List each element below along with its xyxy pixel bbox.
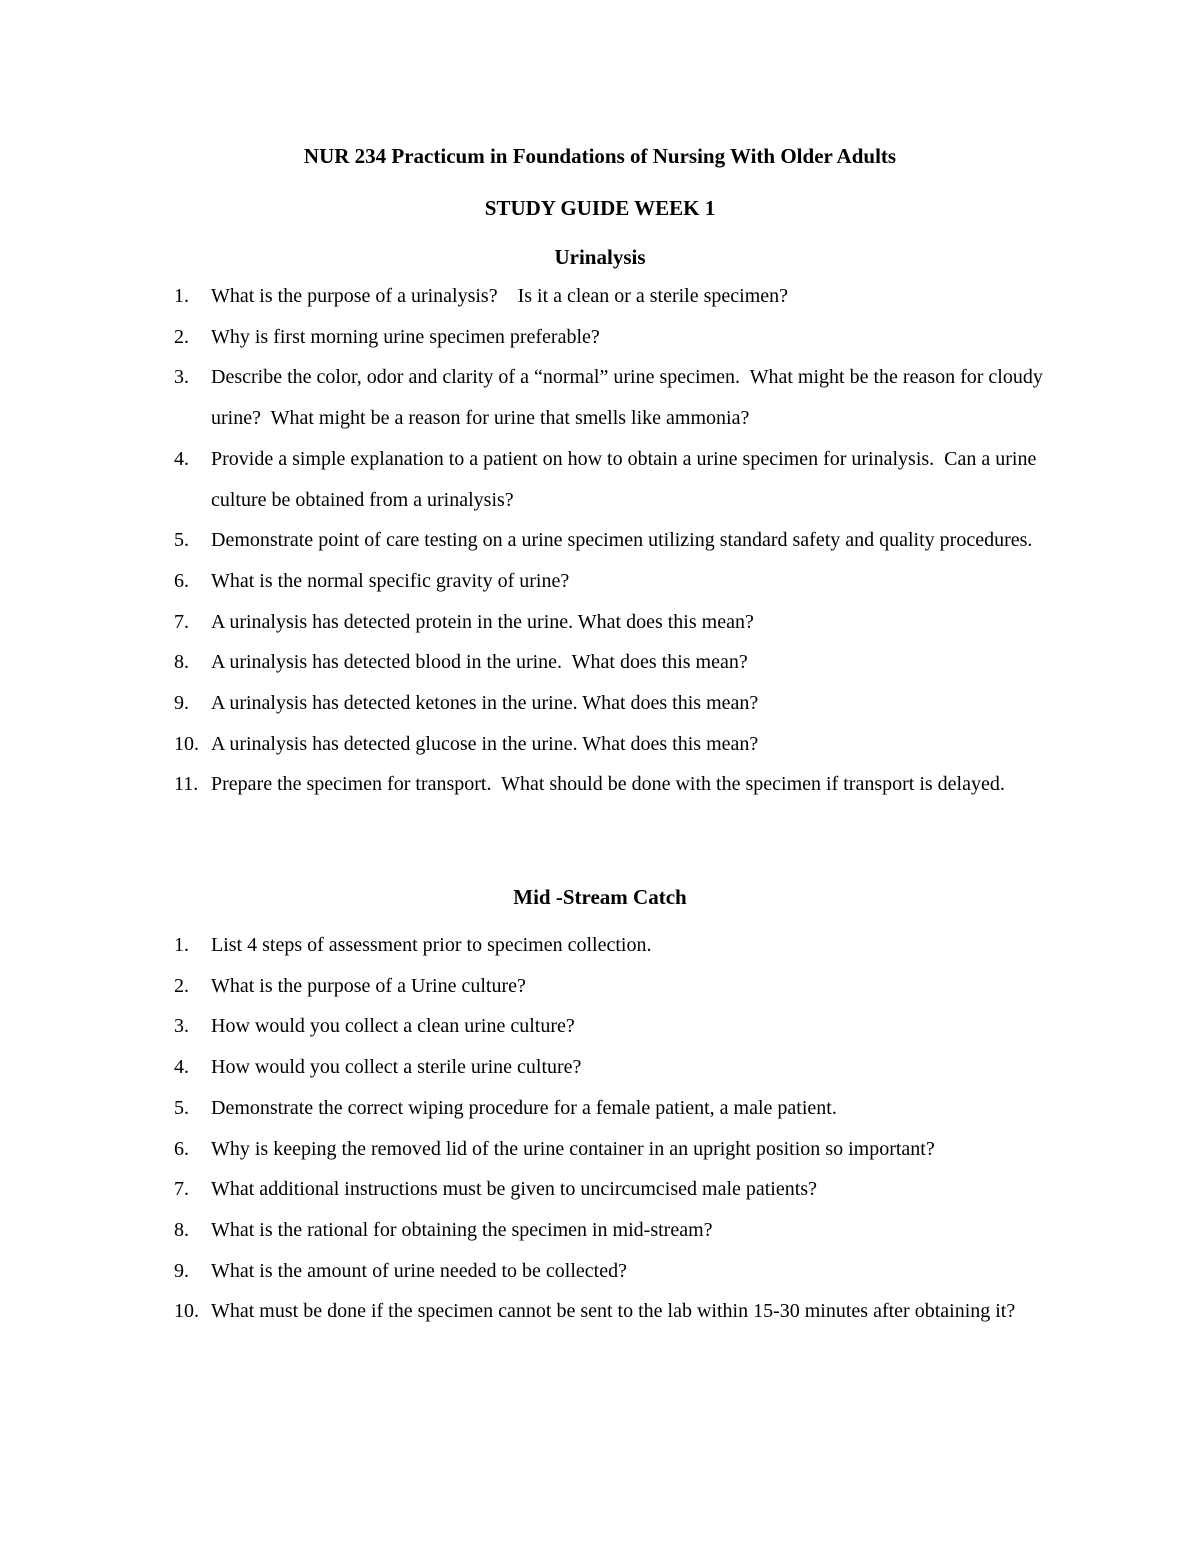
section-heading-urinalysis: Urinalysis xyxy=(554,245,646,269)
question-number: 7. xyxy=(174,610,189,633)
question-number: 8. xyxy=(174,1218,189,1241)
question-number: 5. xyxy=(174,1096,189,1119)
question-item xyxy=(0,561,1200,602)
question-item xyxy=(0,317,1200,358)
question-number: 3. xyxy=(174,366,189,389)
question-text: Describe the color, odor and clarity of a “normal” urine specimen. What might be the reason for cloudy urine? What might be a reason for urine that smells like ammonia? xyxy=(211,366,1043,430)
mid-stream-question-list xyxy=(0,925,1200,1332)
question-text: How would you collect a sterile urine culture? xyxy=(211,1056,582,1079)
question-text: What must be done if the specimen cannot be sent to the lab within 15-30 minutes after obtaining it? xyxy=(211,1300,1016,1323)
document-title: NUR 234 Practicum in Foundations of Nursing With Older Adults xyxy=(303,144,897,168)
question-item xyxy=(0,602,1200,643)
question-text: Why is keeping the removed lid of the urine container in an upright position so important? xyxy=(211,1137,935,1160)
question-text: A urinalysis has detected protein in the urine. What does this mean? xyxy=(211,610,754,633)
question-item xyxy=(0,925,1200,966)
question-text: A urinalysis has detected blood in the urine. What does this mean? xyxy=(211,651,748,674)
section-heading-mid-stream-catch: Mid -Stream Catch xyxy=(513,885,687,909)
question-number: 11. xyxy=(174,773,199,796)
question-item xyxy=(0,1006,1200,1047)
question-item xyxy=(0,276,1200,317)
question-item xyxy=(0,1169,1200,1210)
question-text: A urinalysis has detected ketones in the urine. What does this mean? xyxy=(211,692,759,715)
question-text: What additional instructions must be given to uncircumcised male patients? xyxy=(211,1178,817,1201)
question-text: List 4 steps of assessment prior to specimen collection. xyxy=(211,934,652,956)
question-text: What is the purpose of a Urine culture? xyxy=(211,974,526,997)
question-item xyxy=(0,683,1200,724)
question-item xyxy=(0,1129,1200,1170)
question-item xyxy=(0,520,1200,561)
question-number: 8. xyxy=(174,651,189,674)
question-item xyxy=(0,1291,1200,1332)
question-number: 4. xyxy=(174,1056,189,1079)
question-text: What is the normal specific gravity of urine? xyxy=(211,569,570,592)
question-text: What is the purpose of a urinalysis? Is it a clean or a sterile specimen? xyxy=(211,285,789,307)
question-number: 7. xyxy=(174,1178,189,1201)
document-subtitle: STUDY GUIDE WEEK 1 xyxy=(484,196,716,220)
question-number: 6. xyxy=(174,569,189,592)
question-text: A urinalysis has detected glucose in the urine. What does this mean? xyxy=(211,732,759,755)
question-text: What is the amount of urine needed to be collected? xyxy=(211,1259,627,1282)
question-number: 1. xyxy=(174,285,189,307)
question-number: 3. xyxy=(174,1015,189,1038)
question-text: What is the rational for obtaining the specimen in mid-stream? xyxy=(211,1218,713,1241)
question-number: 9. xyxy=(174,692,189,715)
question-item xyxy=(0,642,1200,683)
question-number: 2. xyxy=(174,325,189,348)
question-number: 6. xyxy=(174,1137,189,1160)
question-text: Provide a simple explanation to a patient on how to obtain a urine specimen for urinalysis. Can a urine culture be obtained from a urinalysis? xyxy=(211,447,1037,511)
question-text: Demonstrate point of care testing on a urine specimen utilizing standard safety and quality procedures. xyxy=(211,529,1033,552)
question-item xyxy=(0,1047,1200,1088)
question-item xyxy=(0,966,1200,1007)
question-text: Why is first morning urine specimen preferable? xyxy=(211,325,600,348)
question-item xyxy=(0,1210,1200,1251)
question-item xyxy=(0,764,1200,805)
question-number: 1. xyxy=(174,934,189,956)
question-item xyxy=(0,357,1200,438)
question-item xyxy=(0,724,1200,765)
question-item xyxy=(0,1251,1200,1292)
question-item xyxy=(0,1088,1200,1129)
question-number: 9. xyxy=(174,1259,189,1282)
question-number: 10. xyxy=(174,1300,199,1323)
question-number: 2. xyxy=(174,974,189,997)
question-number: 4. xyxy=(174,447,189,470)
question-number: 5. xyxy=(174,529,189,552)
question-text: Prepare the specimen for transport. What should be done with the specimen if transport is delayed. xyxy=(211,773,1005,796)
urinalysis-question-list xyxy=(0,276,1200,805)
question-item xyxy=(0,439,1200,520)
question-number: 10. xyxy=(174,732,199,755)
question-text: How would you collect a clean urine culture? xyxy=(211,1015,575,1038)
question-text: Demonstrate the correct wiping procedure for a female patient, a male patient. xyxy=(211,1096,837,1119)
